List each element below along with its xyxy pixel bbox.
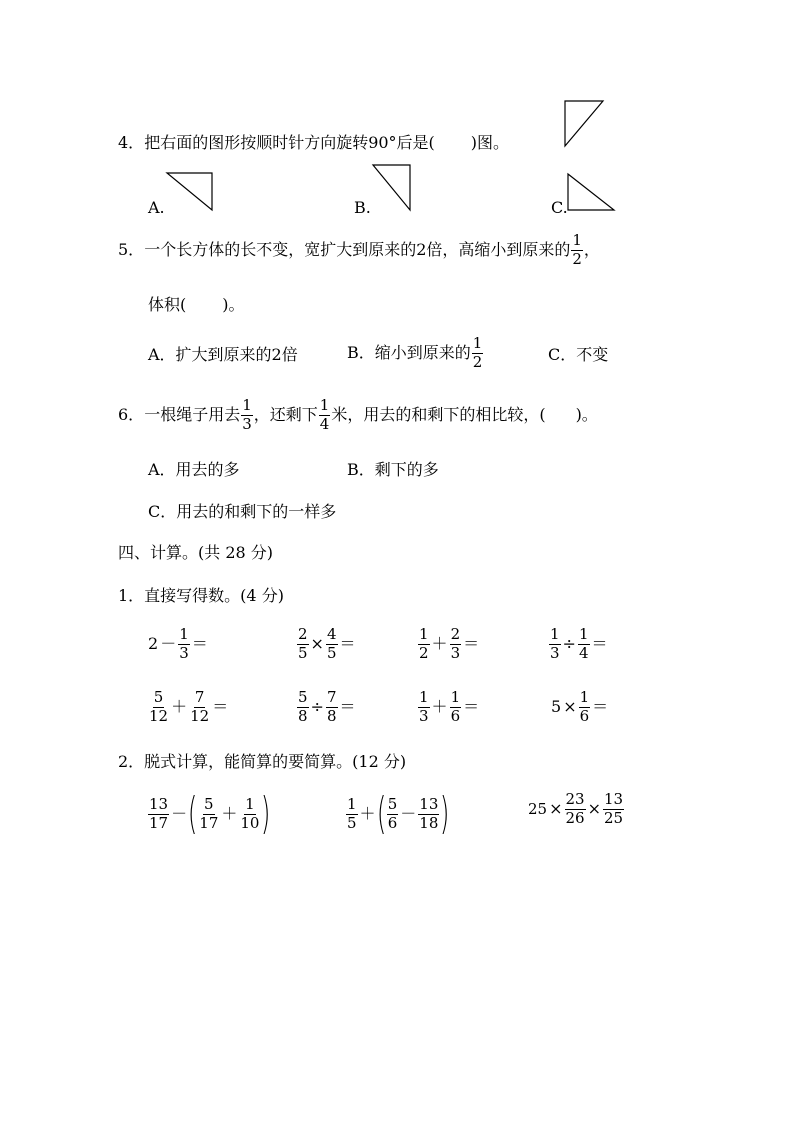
fraction (450, 690, 462, 725)
fraction (148, 794, 169, 832)
calc-r3-b (345, 788, 450, 839)
q5-line1 (118, 233, 600, 268)
plus-sign: ＋ (359, 804, 376, 823)
times-sign: × (563, 697, 577, 717)
q5-line2-b: )。 (222, 295, 245, 314)
calc-r2-b (296, 690, 357, 725)
q6-text-c: 米，用去的和剩下的相比较，( (331, 405, 546, 425)
q6-line1 (118, 398, 598, 433)
q6-text-d: )。 (575, 405, 598, 425)
fraction (578, 627, 590, 662)
numerator: 1 (579, 688, 590, 706)
numerator: 1 (419, 625, 429, 643)
q6-f2-den: 4 (319, 414, 330, 433)
calc-r2-d (550, 690, 609, 725)
fraction (450, 627, 462, 662)
denominator: 6 (387, 813, 398, 832)
numerator: 5 (387, 794, 398, 813)
fraction (418, 794, 439, 832)
fraction (565, 792, 586, 827)
denominator: 6 (450, 706, 461, 725)
fraction (549, 627, 561, 662)
fraction (326, 690, 338, 725)
q6-option-a[interactable]: A．用去的多 (148, 460, 240, 479)
denominator: 3 (450, 643, 461, 662)
numerator: 5 (153, 688, 164, 706)
numerator: 1 (450, 688, 461, 706)
numerator: 5 (204, 794, 214, 813)
numerator: 5 (298, 688, 308, 706)
calc-r1-c (417, 627, 480, 662)
equals-sign: ＝ (591, 634, 608, 654)
numerator: 7 (194, 688, 205, 706)
denominator: 10 (240, 813, 260, 832)
calc-r3-a (147, 788, 271, 839)
fraction (297, 627, 309, 662)
denominator: 8 (326, 706, 337, 725)
numerator: 7 (326, 688, 337, 706)
minus-sign: － (160, 634, 177, 654)
q6-number: 6． (118, 405, 145, 425)
numerator: 23 (565, 790, 585, 808)
section4-part1-title: 1．直接写得数。(4 分) (118, 586, 284, 605)
fraction (346, 794, 358, 832)
calc-r2-a (147, 690, 229, 725)
left-paren: ( (187, 788, 198, 839)
fraction (579, 690, 591, 725)
whole-number: 25 (528, 799, 548, 818)
numerator: 13 (419, 794, 439, 813)
numerator: 1 (347, 794, 357, 813)
q5-text-b: ， (583, 240, 600, 260)
numerator: 2 (450, 625, 461, 643)
equals-sign: ＝ (212, 697, 229, 717)
numerator: 4 (326, 625, 337, 643)
q5-option-a[interactable]: A．扩大到原来的2倍 (148, 345, 298, 364)
fraction (198, 794, 219, 832)
plus-sign: ＋ (431, 697, 448, 717)
whole-number: 2 (148, 634, 159, 654)
q4-option-a-triangle (164, 170, 216, 214)
q5-frac-den: 2 (572, 249, 582, 268)
q4-text-b: )图。 (470, 133, 510, 152)
equals-sign: ＝ (463, 634, 480, 654)
divide-sign: ÷ (310, 697, 324, 717)
q6-text-b: ，还剩下 (253, 405, 318, 425)
equals-sign: ＝ (463, 697, 480, 717)
calc-r1-a (147, 627, 209, 662)
numerator: 1 (245, 794, 255, 813)
q4-number: 4． (118, 133, 145, 152)
denominator: 8 (298, 706, 308, 725)
q4-option-c-label[interactable]: C. (551, 198, 568, 217)
denominator: 17 (149, 813, 169, 832)
plus-sign: ＋ (171, 697, 188, 717)
q5-opt-b-num: 1 (472, 334, 483, 352)
denominator: 3 (419, 706, 429, 725)
times-sign: × (310, 634, 324, 654)
fraction (603, 792, 624, 827)
calc-r2-c (417, 690, 480, 725)
denominator: 4 (578, 643, 589, 662)
numerator: 1 (578, 625, 589, 643)
denominator: 5 (298, 643, 308, 662)
equals-sign: ＝ (191, 634, 208, 654)
section4-title: 四、计算。(共 28 分) (118, 543, 274, 562)
q5-line2-a: 体积( (148, 295, 187, 314)
fraction (148, 690, 169, 725)
q5-fraction (571, 233, 583, 268)
section4-part2-title: 2．脱式计算，能简算的要简算。(12 分) (118, 752, 407, 771)
q5-opt-b-den: 2 (472, 352, 483, 371)
fraction (178, 627, 190, 662)
numerator: 13 (604, 790, 624, 808)
plus-sign: ＋ (221, 804, 238, 823)
q6-f1-num: 1 (242, 396, 252, 414)
fraction (326, 627, 338, 662)
fraction (239, 794, 260, 832)
q4-option-b-label[interactable]: B. (354, 198, 371, 217)
numerator: 13 (149, 794, 169, 813)
denominator: 17 (199, 813, 219, 832)
q6-option-c[interactable]: C．用去的和剩下的一样多 (148, 502, 337, 521)
q5-frac-num: 1 (572, 231, 582, 249)
denominator: 18 (419, 813, 439, 832)
q6-fraction-1 (241, 398, 253, 433)
q5-option-b-fraction (472, 336, 484, 371)
equals-sign: ＝ (339, 697, 356, 717)
q5-option-b-text: B．缩小到原来的 (347, 343, 471, 363)
numerator: 1 (550, 625, 560, 643)
q6-f2-num: 1 (319, 396, 330, 414)
denominator: 5 (326, 643, 337, 662)
calc-r3-c (527, 792, 625, 827)
q4-text-a: 把右面的图形按顺时针方向旋转90°后是( (144, 133, 435, 152)
left-paren: ( (376, 788, 386, 839)
calc-r1-b (296, 627, 357, 662)
minus-sign: － (171, 804, 188, 823)
denominator: 3 (179, 643, 189, 662)
fraction (387, 794, 399, 832)
fraction (297, 690, 309, 725)
fraction (189, 690, 210, 725)
divide-sign: ÷ (562, 634, 576, 654)
q4-option-c-triangle (564, 170, 618, 214)
denominator: 5 (347, 813, 357, 832)
times-sign: × (549, 799, 563, 819)
times-sign: × (587, 799, 601, 819)
q5-text-a: 一个长方体的长不变，宽扩大到原来的2倍，高缩小到原来的 (144, 240, 571, 260)
fraction (418, 627, 430, 662)
q5-number: 5． (118, 240, 145, 260)
minus-sign: － (400, 804, 417, 823)
numerator: 2 (298, 625, 308, 643)
plus-sign: ＋ (431, 634, 448, 654)
denominator: 12 (190, 706, 210, 725)
q4-reference-triangle (560, 98, 608, 150)
q6-fraction-2 (319, 398, 331, 433)
denominator: 25 (604, 808, 624, 827)
denominator: 6 (579, 706, 590, 725)
q5-option-b[interactable] (347, 336, 484, 371)
denominator: 2 (419, 643, 429, 662)
whole-number: 5 (551, 697, 562, 717)
q5-line2 (148, 297, 245, 313)
equals-sign: ＝ (592, 697, 609, 717)
numerator: 1 (419, 688, 429, 706)
denominator: 12 (149, 706, 169, 725)
q4-option-b-triangle (370, 162, 414, 214)
denominator: 3 (550, 643, 560, 662)
fraction (418, 690, 430, 725)
denominator: 26 (565, 808, 585, 827)
q4-option-a-label[interactable]: A. (148, 198, 165, 217)
numerator: 1 (179, 625, 189, 643)
right-paren: ) (261, 788, 271, 839)
equals-sign: ＝ (339, 634, 356, 654)
q6-f1-den: 3 (242, 414, 252, 433)
q4-line (118, 135, 509, 151)
calc-r1-d (548, 627, 609, 662)
q5-option-c[interactable]: C．不变 (548, 345, 609, 364)
right-paren: ) (440, 788, 450, 839)
q6-option-b[interactable]: B．剩下的多 (347, 460, 439, 479)
q6-text-a: 一根绳子用去 (144, 405, 241, 425)
